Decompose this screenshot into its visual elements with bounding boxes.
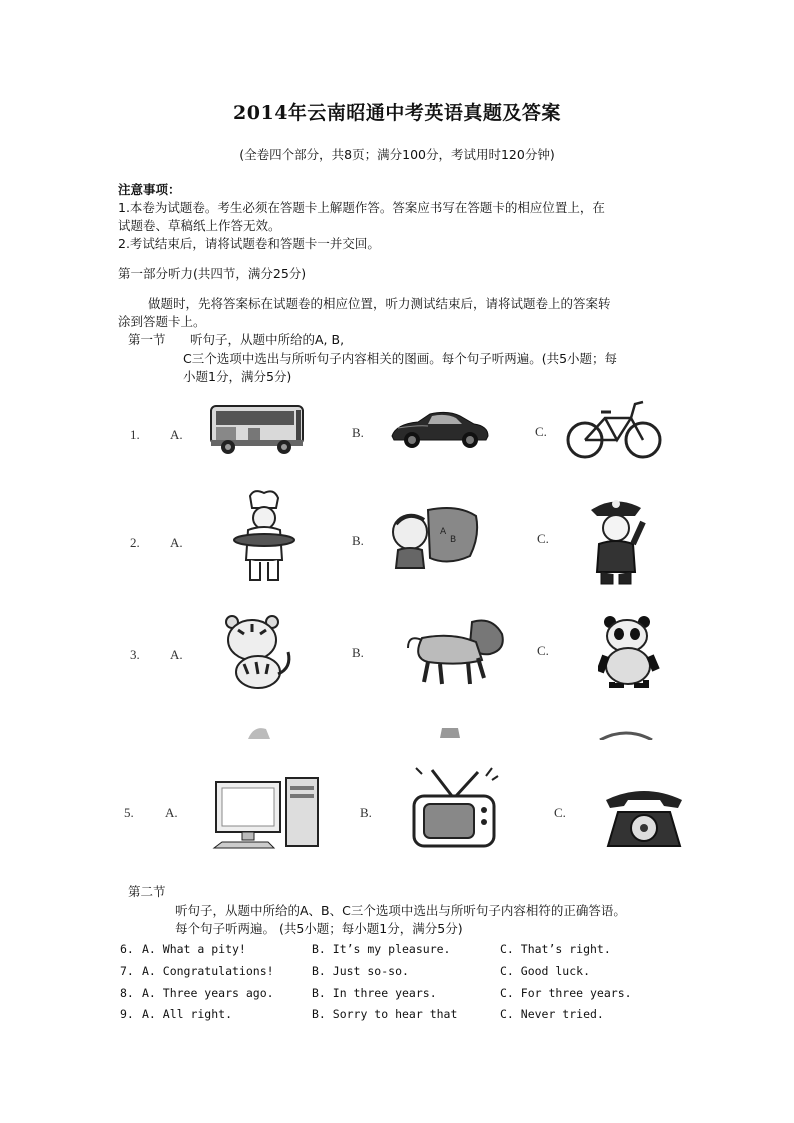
answer-option-a: A. Three years ago.	[142, 986, 274, 1000]
question-number: 1.	[130, 427, 140, 442]
cropped-image-fragment	[598, 728, 654, 740]
question-number: 7.	[120, 964, 134, 978]
option-label-a: A.	[170, 427, 183, 442]
option-label-a: A.	[165, 805, 178, 820]
question-number: 9.	[120, 1007, 134, 1021]
tiger-icon	[218, 612, 296, 692]
option-label-c: C.	[554, 805, 566, 820]
bicycle-icon	[565, 396, 665, 460]
option-label-b: B.	[360, 805, 372, 820]
option-label-b: B.	[352, 425, 364, 440]
question-number: 3.	[130, 647, 140, 662]
panda-icon	[598, 614, 660, 688]
section2-line-a: 听句子，从题中所给的A、B、C三个选项中选出与所听句子内容相符的正确答语。	[175, 903, 626, 918]
lion-icon	[402, 614, 510, 688]
option-label-b: B.	[352, 645, 364, 660]
answer-option-a: A. What a pity!	[142, 942, 246, 956]
option-label-a: A.	[170, 647, 183, 662]
section1-line-c: 小题1分，满分5分)	[183, 369, 292, 384]
question-number: 6.	[120, 942, 134, 956]
section2-line-b: 每个句子听两遍。 (共5小题；每小题1分，满分5分)	[175, 921, 463, 936]
answer-option-b: B. In three years.	[312, 986, 437, 1000]
answer-option-c: C. Never tried.	[500, 1007, 604, 1021]
option-label-c: C.	[537, 643, 549, 658]
question-number: 2.	[130, 535, 140, 550]
notice-line-2: 2.考试结束后，请将试题卷和答题卡一并交回。	[118, 236, 380, 251]
svg-text:B: B	[450, 535, 457, 545]
answer-option-b: B. It’s my pleasure.	[312, 942, 451, 956]
section1-line-b: C三个选项中选出与所听句子内容相关的图画。每个句子听两遍。(共5小题；每	[183, 351, 618, 366]
part1-heading: 第一部分听力(共四节，满分25分)	[118, 266, 307, 281]
cropped-image-fragment	[436, 724, 466, 738]
svg-text:A: A	[440, 527, 447, 537]
question-number: 8.	[120, 986, 134, 1000]
bus-icon	[208, 402, 306, 457]
page-subtitle: (全卷四个部分，共8页；满分100分，考试用时120分钟)	[239, 147, 555, 162]
part1-instruction-b: 涂到答题卡上。	[118, 314, 206, 329]
notice-line-1b: 试题卷、草稿纸上作答无效。	[118, 218, 281, 233]
section1-label: 第一节	[128, 332, 166, 347]
reading-boy-icon	[388, 506, 480, 570]
option-label-c: C.	[537, 531, 549, 546]
option-label-b: B.	[352, 533, 364, 548]
computer-icon	[212, 774, 322, 854]
television-icon	[408, 766, 500, 850]
section2-label: 第二节	[128, 884, 166, 899]
answer-option-c: C. For three years.	[500, 986, 632, 1000]
answer-option-c: C. That’s right.	[500, 942, 611, 956]
page-title: 2014年云南昭通中考英语真题及答案	[233, 102, 561, 124]
chef-icon	[228, 490, 298, 586]
cropped-image-fragment	[244, 723, 274, 739]
answer-option-b: B. Just so-so.	[312, 964, 409, 978]
answer-option-a: A. Congratulations!	[142, 964, 274, 978]
option-label-c: C.	[535, 424, 547, 439]
car-icon	[388, 408, 492, 450]
part1-instruction-a: 做题时，先将答案标在试题卷的相应位置，听力测试结束后，请将试题卷上的答案转	[148, 296, 611, 311]
answer-option-a: A. All right.	[142, 1007, 233, 1021]
police-officer-icon	[585, 494, 647, 588]
option-label-a: A.	[170, 535, 183, 550]
answer-option-c: C. Good luck.	[500, 964, 591, 978]
telephone-icon	[602, 786, 686, 850]
notice-heading: 注意事项：	[118, 182, 181, 197]
section1-line-a: 听句子，从题中所给的A, B,	[190, 332, 345, 347]
notice-line-1a: 1.本卷为试题卷。考生必须在答题卡上解题作答。答案应书写在答题卡的相应位置上，在	[118, 200, 605, 215]
question-number: 5.	[124, 805, 134, 820]
answer-option-b: B. Sorry to hear that	[312, 1007, 458, 1021]
